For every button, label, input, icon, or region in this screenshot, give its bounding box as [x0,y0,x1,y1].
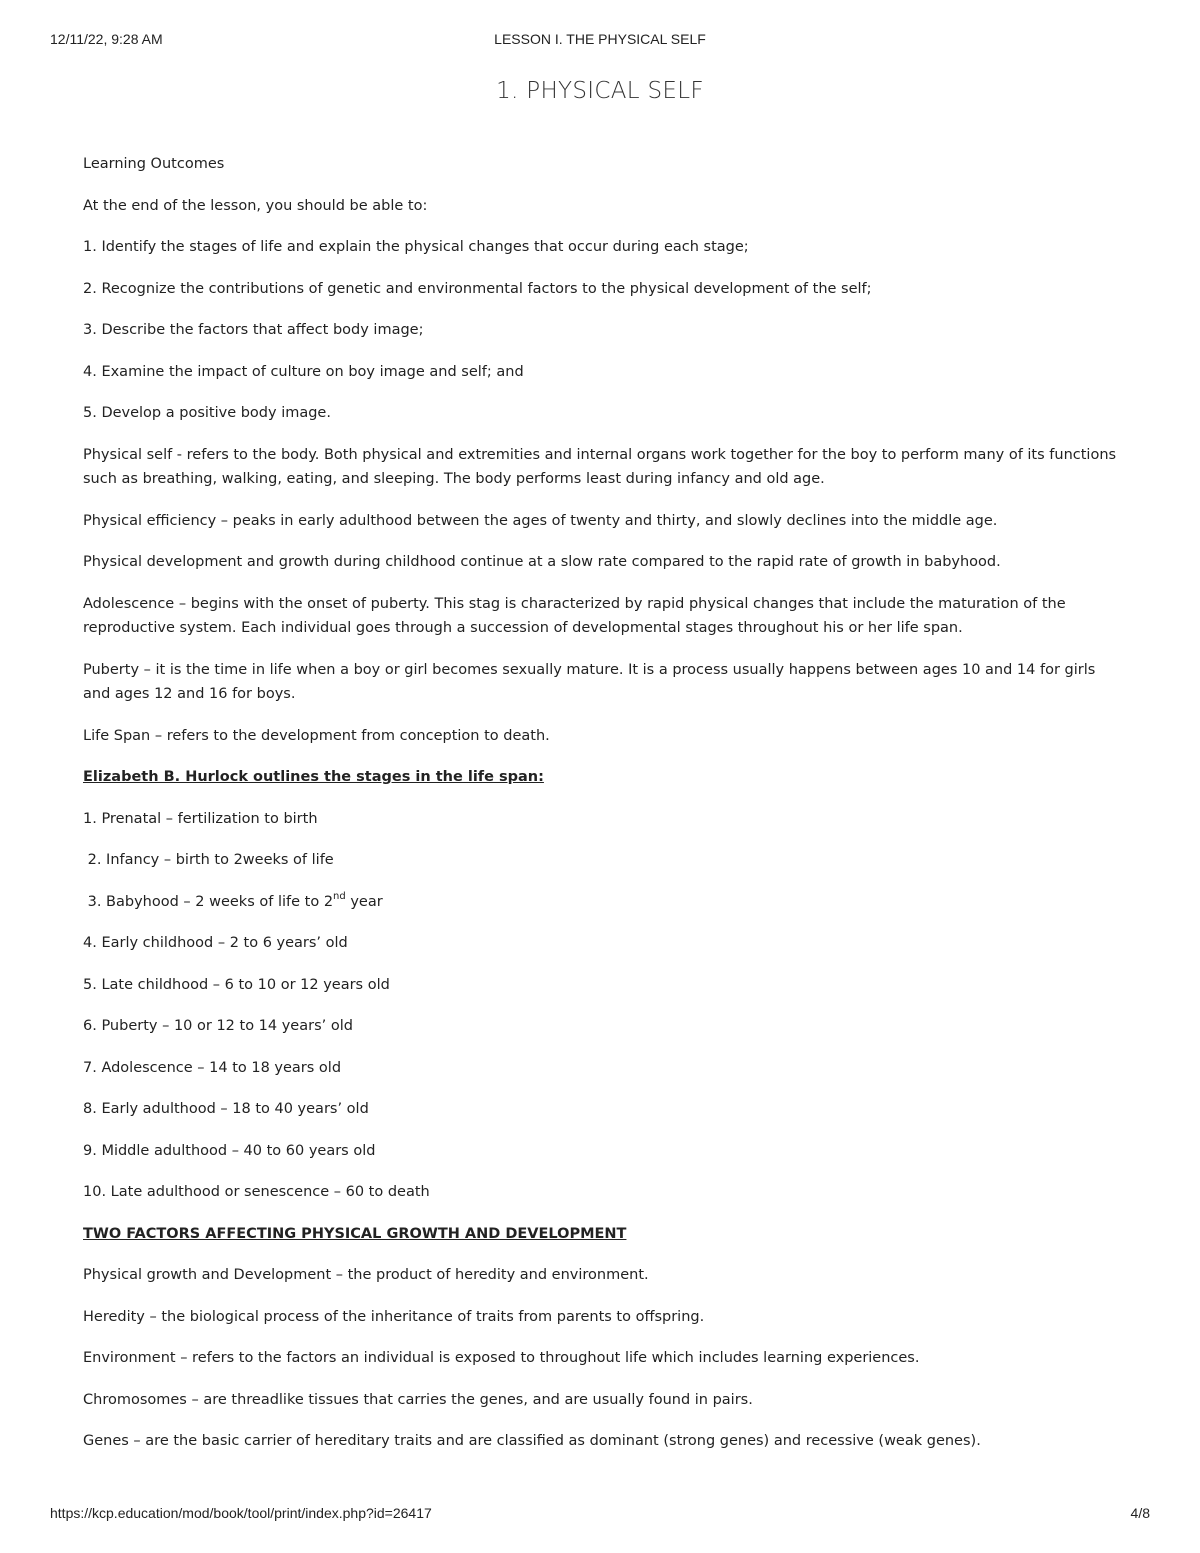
definition-paragraph: Physical development and growth during childhood continue at a slow rate compared to the rapid rate of growth in babyhood. [83,554,1001,570]
stages-heading: Elizabeth B. Hurlock outlines the stages in the life span: [83,769,544,785]
page-title: 1. PHYSICAL SELF [496,78,704,104]
learning-outcomes-label: Learning Outcomes [83,156,225,172]
definition-paragraph: Life Span – refers to the development from conception to death. [83,727,550,744]
print-header [50,31,1150,51]
stage-text: 3. Babyhood – 2 weeks of life to 2 [83,893,334,910]
stage-item: 7. Adolescence – 14 to 18 years old [83,1059,342,1076]
factor-paragraph: Heredity – the biological process of the inheritance of traits from parents to offspring. [83,1308,705,1325]
stage-item: 4. Early childhood – 2 to 6 years’ old [83,935,348,951]
definition-paragraph: Physical efficiency – peaks in early adulthood between the ages of twenty and thirty, and slowly declines into the middle age. [83,512,998,529]
stage-item: 5. Late childhood – 6 to 10 or 12 years old [83,976,390,993]
stage-item: 1. Prenatal – fertilization to birth [83,810,318,827]
definition-paragraph: Puberty – it is the time in life when a boy or girl becomes sexually mature. It is a process usually happens between ages 10 and 14 for girls and ages 12 and 16 for boys. [83,661,1096,702]
print-datetime: 12/11/22, 9:28 AM [50,31,163,47]
stage-item: 8. Early adulthood – 18 to 40 years’ old [83,1101,369,1117]
outcome-item: 5. Develop a positive body image. [83,405,331,421]
lesson-content [83,152,1118,1471]
factor-paragraph: Physical growth and Development – the product of heredity and environment. [83,1267,649,1283]
outcome-item: 4. Examine the impact of culture on boy image and self; and [83,363,524,380]
stage-item: 2. Infancy – birth to 2weeks of life [83,852,334,868]
factor-paragraph: Environment – refers to the factors an individual is exposed to throughout life which includes learning experiences. [83,1350,920,1366]
factor-paragraph: Chromosomes – are threadlike tissues that carries the genes, and are usually found in pairs. [83,1391,753,1408]
stage-item: 9. Middle adulthood – 40 to 60 years old [83,1142,376,1159]
outcome-item: 2. Recognize the contributions of genetic and environmental factors to the physical development of the self; [83,280,872,297]
definition-paragraph: Physical self - refers to the body. Both physical and extremities and internal organs work together for the boy to perform many of its functions such as breathing, walking, eating, and sleeping. The body performs least during infancy and old age. [83,446,1117,487]
stage-item [83,890,1118,915]
outcome-item: 1. Identify the stages of life and explain the physical changes that occur during each stage; [83,239,749,255]
print-footer [50,1505,1150,1525]
factors-heading: TWO FACTORS AFFECTING PHYSICAL GROWTH AND DEVELOPMENT [83,1225,627,1242]
ordinal-suffix: nd [333,890,346,902]
definition-paragraph: Adolescence – begins with the onset of puberty. This stag is characterized by rapid physical changes that include the maturation of the reproductive system. Each individual goes through a succession of developmental stages throughout his or her life span. [83,595,1066,636]
stage-item: 10. Late adulthood or senescence – 60 to death [83,1184,430,1200]
print-title: LESSON I. THE PHYSICAL SELF [494,31,706,47]
print-url: https://kcp.education/mod/book/tool/print/index.php?id=26417 [50,1505,432,1521]
stage-text: year [345,893,383,910]
page-number: 4/8 [1130,1505,1150,1521]
outcomes-lead: At the end of the lesson, you should be able to: [83,197,428,214]
stage-item: 6. Puberty – 10 or 12 to 14 years’ old [83,1018,353,1034]
factor-paragraph: Genes – are the basic carrier of hereditary traits and are classified as dominant (strong genes) and recessive (weak genes). [83,1433,981,1449]
outcome-item: 3. Describe the factors that affect body image; [83,322,424,338]
